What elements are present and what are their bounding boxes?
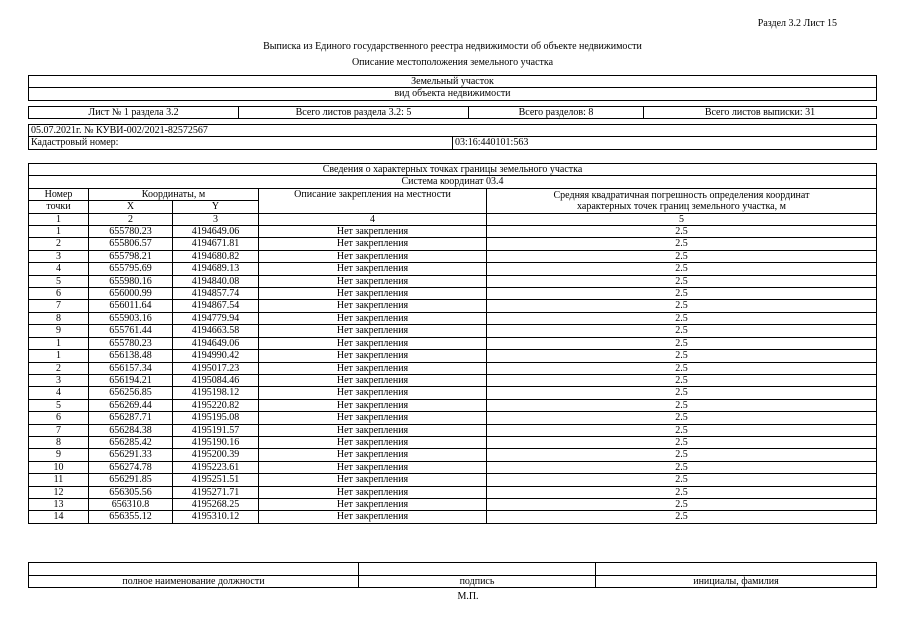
header-error: Средняя квадратичная погрешность определения координат характерных точек границ земельного участка, м <box>487 188 877 213</box>
table-row <box>29 474 877 486</box>
coord-y: 4195223.61 <box>173 461 259 473</box>
table-row <box>29 226 877 238</box>
coord-x: 656256.85 <box>89 387 173 399</box>
point-number: 7 <box>29 300 89 312</box>
sheets-table <box>28 106 877 119</box>
coord-y: 4194779.94 <box>173 312 259 324</box>
col-number-1: 1 <box>29 213 89 225</box>
point-number: 3 <box>29 374 89 386</box>
fixing-description: Нет закрепления <box>259 387 487 399</box>
cadastral-label: Кадастровый номер: <box>29 137 453 149</box>
point-number: 1 <box>29 337 89 349</box>
point-number: 1 <box>29 226 89 238</box>
coord-x: 656284.38 <box>89 424 173 436</box>
table-row <box>29 362 877 374</box>
coord-x: 655761.44 <box>89 325 173 337</box>
table-row <box>29 312 877 324</box>
coord-y: 4194649.06 <box>173 226 259 238</box>
point-number: 3 <box>29 250 89 262</box>
col-number-5: 5 <box>487 213 877 225</box>
error-value: 2.5 <box>487 337 877 349</box>
header-coordinates: Координаты, м <box>89 188 259 200</box>
coord-y: 4194671.81 <box>173 238 259 250</box>
error-value: 2.5 <box>487 474 877 486</box>
coord-y: 4195251.51 <box>173 474 259 486</box>
coord-y: 4195017.23 <box>173 362 259 374</box>
coord-x: 656287.71 <box>89 412 173 424</box>
error-value: 2.5 <box>487 263 877 275</box>
point-number: 1 <box>29 350 89 362</box>
fixing-description: Нет закрепления <box>259 263 487 275</box>
table-row <box>29 238 877 250</box>
fixing-description: Нет закрепления <box>259 337 487 349</box>
error-value: 2.5 <box>487 449 877 461</box>
point-number: 8 <box>29 312 89 324</box>
error-value: 2.5 <box>487 238 877 250</box>
error-value: 2.5 <box>487 350 877 362</box>
table-row <box>29 412 877 424</box>
fixing-description: Нет закрепления <box>259 436 487 448</box>
coord-y: 4195084.46 <box>173 374 259 386</box>
signature-cell <box>359 563 596 576</box>
table-row <box>29 511 877 523</box>
coord-x: 655806.57 <box>89 238 173 250</box>
object-name: Земельный участок <box>29 76 877 88</box>
header-y: Y <box>173 201 259 213</box>
coord-y: 4194680.82 <box>173 250 259 262</box>
extract-date-number: 05.07.2021г. № КУВИ-002/2021-82572567 <box>29 125 877 137</box>
table-row <box>29 486 877 498</box>
coord-y: 4195191.57 <box>173 424 259 436</box>
position-cell <box>29 563 359 576</box>
point-number: 6 <box>29 412 89 424</box>
point-number: 5 <box>29 275 89 287</box>
coord-x: 655795.69 <box>89 263 173 275</box>
table-row <box>29 350 877 362</box>
document-title: Выписка из Единого государственного реестра недвижимости об объекте недвижимости <box>263 41 642 52</box>
error-value: 2.5 <box>487 511 877 523</box>
error-value: 2.5 <box>487 399 877 411</box>
total-sections: Всего разделов: 8 <box>469 107 644 119</box>
fixing-description: Нет закрепления <box>259 238 487 250</box>
point-number: 5 <box>29 399 89 411</box>
col-number-2: 2 <box>89 213 173 225</box>
total-extract-sheets: Всего листов выписки: 31 <box>644 107 877 119</box>
fixing-description: Нет закрепления <box>259 498 487 510</box>
point-number: 13 <box>29 498 89 510</box>
coord-x: 656305.56 <box>89 486 173 498</box>
sheet-number: Лист № 1 раздела 3.2 <box>29 107 239 119</box>
coord-y: 4195195.08 <box>173 412 259 424</box>
table-row <box>29 424 877 436</box>
error-value: 2.5 <box>487 362 877 374</box>
points-table-title: Сведения о характерных точках границы земельного участка <box>29 164 877 176</box>
coord-y: 4194840.08 <box>173 275 259 287</box>
point-number: 6 <box>29 288 89 300</box>
error-value: 2.5 <box>487 325 877 337</box>
header-x: X <box>89 201 173 213</box>
error-value: 2.5 <box>487 312 877 324</box>
fixing-description: Нет закрепления <box>259 275 487 287</box>
object-table <box>28 75 877 101</box>
coord-x: 656285.42 <box>89 436 173 448</box>
table-row <box>29 399 877 411</box>
point-number: 14 <box>29 511 89 523</box>
coord-y: 4195220.82 <box>173 399 259 411</box>
point-number: 4 <box>29 387 89 399</box>
coord-x: 656274.78 <box>89 461 173 473</box>
fixing-description: Нет закрепления <box>259 511 487 523</box>
error-value: 2.5 <box>487 498 877 510</box>
coord-x: 655798.21 <box>89 250 173 262</box>
error-value: 2.5 <box>487 275 877 287</box>
fixing-description: Нет закрепления <box>259 486 487 498</box>
coord-x: 656000.99 <box>89 288 173 300</box>
fixing-description: Нет закрепления <box>259 412 487 424</box>
coord-x: 656011.64 <box>89 300 173 312</box>
fixing-description: Нет закрепления <box>259 300 487 312</box>
error-value: 2.5 <box>487 412 877 424</box>
registration-table <box>28 124 877 150</box>
point-number: 10 <box>29 461 89 473</box>
table-row <box>29 288 877 300</box>
coord-x: 656291.85 <box>89 474 173 486</box>
coord-x: 655980.16 <box>89 275 173 287</box>
points-body <box>29 226 877 524</box>
coord-y: 4194649.06 <box>173 337 259 349</box>
position-label: полное наименование должности <box>29 576 359 588</box>
header-point: точки <box>29 201 89 213</box>
fixing-description: Нет закрепления <box>259 325 487 337</box>
coord-x: 655780.23 <box>89 337 173 349</box>
object-kind-label: вид объекта недвижимости <box>29 88 877 100</box>
point-number: 2 <box>29 238 89 250</box>
table-row <box>29 449 877 461</box>
header-number: Номер <box>29 188 89 200</box>
table-row <box>29 263 877 275</box>
coord-x: 656157.34 <box>89 362 173 374</box>
name-label: инициалы, фамилия <box>596 576 877 588</box>
fixing-description: Нет закрепления <box>259 374 487 386</box>
coord-y: 4194857.74 <box>173 288 259 300</box>
fixing-description: Нет закрепления <box>259 399 487 411</box>
error-value: 2.5 <box>487 374 877 386</box>
fixing-description: Нет закрепления <box>259 474 487 486</box>
stamp-label: М.П. <box>457 591 479 602</box>
point-number: 9 <box>29 449 89 461</box>
coord-y: 4195198.12 <box>173 387 259 399</box>
coord-y: 4194990.42 <box>173 350 259 362</box>
signature-table <box>28 562 877 588</box>
error-value: 2.5 <box>487 250 877 262</box>
col-number-4: 4 <box>259 213 487 225</box>
coord-y: 4194867.54 <box>173 300 259 312</box>
coord-x: 656269.44 <box>89 399 173 411</box>
table-row <box>29 498 877 510</box>
error-value: 2.5 <box>487 461 877 473</box>
table-row <box>29 387 877 399</box>
coord-y: 4194663.58 <box>173 325 259 337</box>
coord-y: 4194689.13 <box>173 263 259 275</box>
boundary-points-table <box>28 163 877 524</box>
coord-y: 4195271.71 <box>173 486 259 498</box>
point-number: 2 <box>29 362 89 374</box>
point-number: 12 <box>29 486 89 498</box>
coord-y: 4195310.12 <box>173 511 259 523</box>
fixing-description: Нет закрепления <box>259 288 487 300</box>
coord-y: 4195200.39 <box>173 449 259 461</box>
coord-x: 656291.33 <box>89 449 173 461</box>
document-subtitle: Описание местоположения земельного участка <box>351 57 554 68</box>
fixing-description: Нет закрепления <box>259 449 487 461</box>
table-row <box>29 374 877 386</box>
fixing-description: Нет закрепления <box>259 250 487 262</box>
fixing-description: Нет закрепления <box>259 226 487 238</box>
coord-x: 655780.23 <box>89 226 173 238</box>
point-number: 4 <box>29 263 89 275</box>
fixing-description: Нет закрепления <box>259 424 487 436</box>
coord-y: 4195190.16 <box>173 436 259 448</box>
point-number: 8 <box>29 436 89 448</box>
fixing-description: Нет закрепления <box>259 350 487 362</box>
coord-x: 655903.16 <box>89 312 173 324</box>
error-value: 2.5 <box>487 300 877 312</box>
table-row <box>29 325 877 337</box>
point-number: 11 <box>29 474 89 486</box>
coord-x: 656310.8 <box>89 498 173 510</box>
sheets-in-section: Всего листов раздела 3.2: 5 <box>239 107 469 119</box>
fixing-description: Нет закрепления <box>259 312 487 324</box>
error-value: 2.5 <box>487 424 877 436</box>
page-label: Раздел 3.2 Лист 15 <box>757 18 837 29</box>
point-number: 7 <box>29 424 89 436</box>
error-value: 2.5 <box>487 288 877 300</box>
fixing-description: Нет закрепления <box>259 362 487 374</box>
point-number: 9 <box>29 325 89 337</box>
signature-label: подпись <box>359 576 596 588</box>
table-row <box>29 337 877 349</box>
col-number-3: 3 <box>173 213 259 225</box>
table-row <box>29 436 877 448</box>
coord-y: 4195268.25 <box>173 498 259 510</box>
coordinate-system: Система координат 03.4 <box>29 176 877 188</box>
error-value: 2.5 <box>487 226 877 238</box>
header-fixing: Описание закрепления на местности <box>259 188 487 213</box>
error-value: 2.5 <box>487 436 877 448</box>
fixing-description: Нет закрепления <box>259 461 487 473</box>
coord-x: 656138.48 <box>89 350 173 362</box>
name-cell <box>596 563 877 576</box>
table-row <box>29 461 877 473</box>
error-value: 2.5 <box>487 486 877 498</box>
table-row <box>29 300 877 312</box>
coord-x: 656355.12 <box>89 511 173 523</box>
cadastral-number: 03:16:440101:563 <box>453 137 877 149</box>
table-row <box>29 250 877 262</box>
table-row <box>29 275 877 287</box>
error-value: 2.5 <box>487 387 877 399</box>
coord-x: 656194.21 <box>89 374 173 386</box>
